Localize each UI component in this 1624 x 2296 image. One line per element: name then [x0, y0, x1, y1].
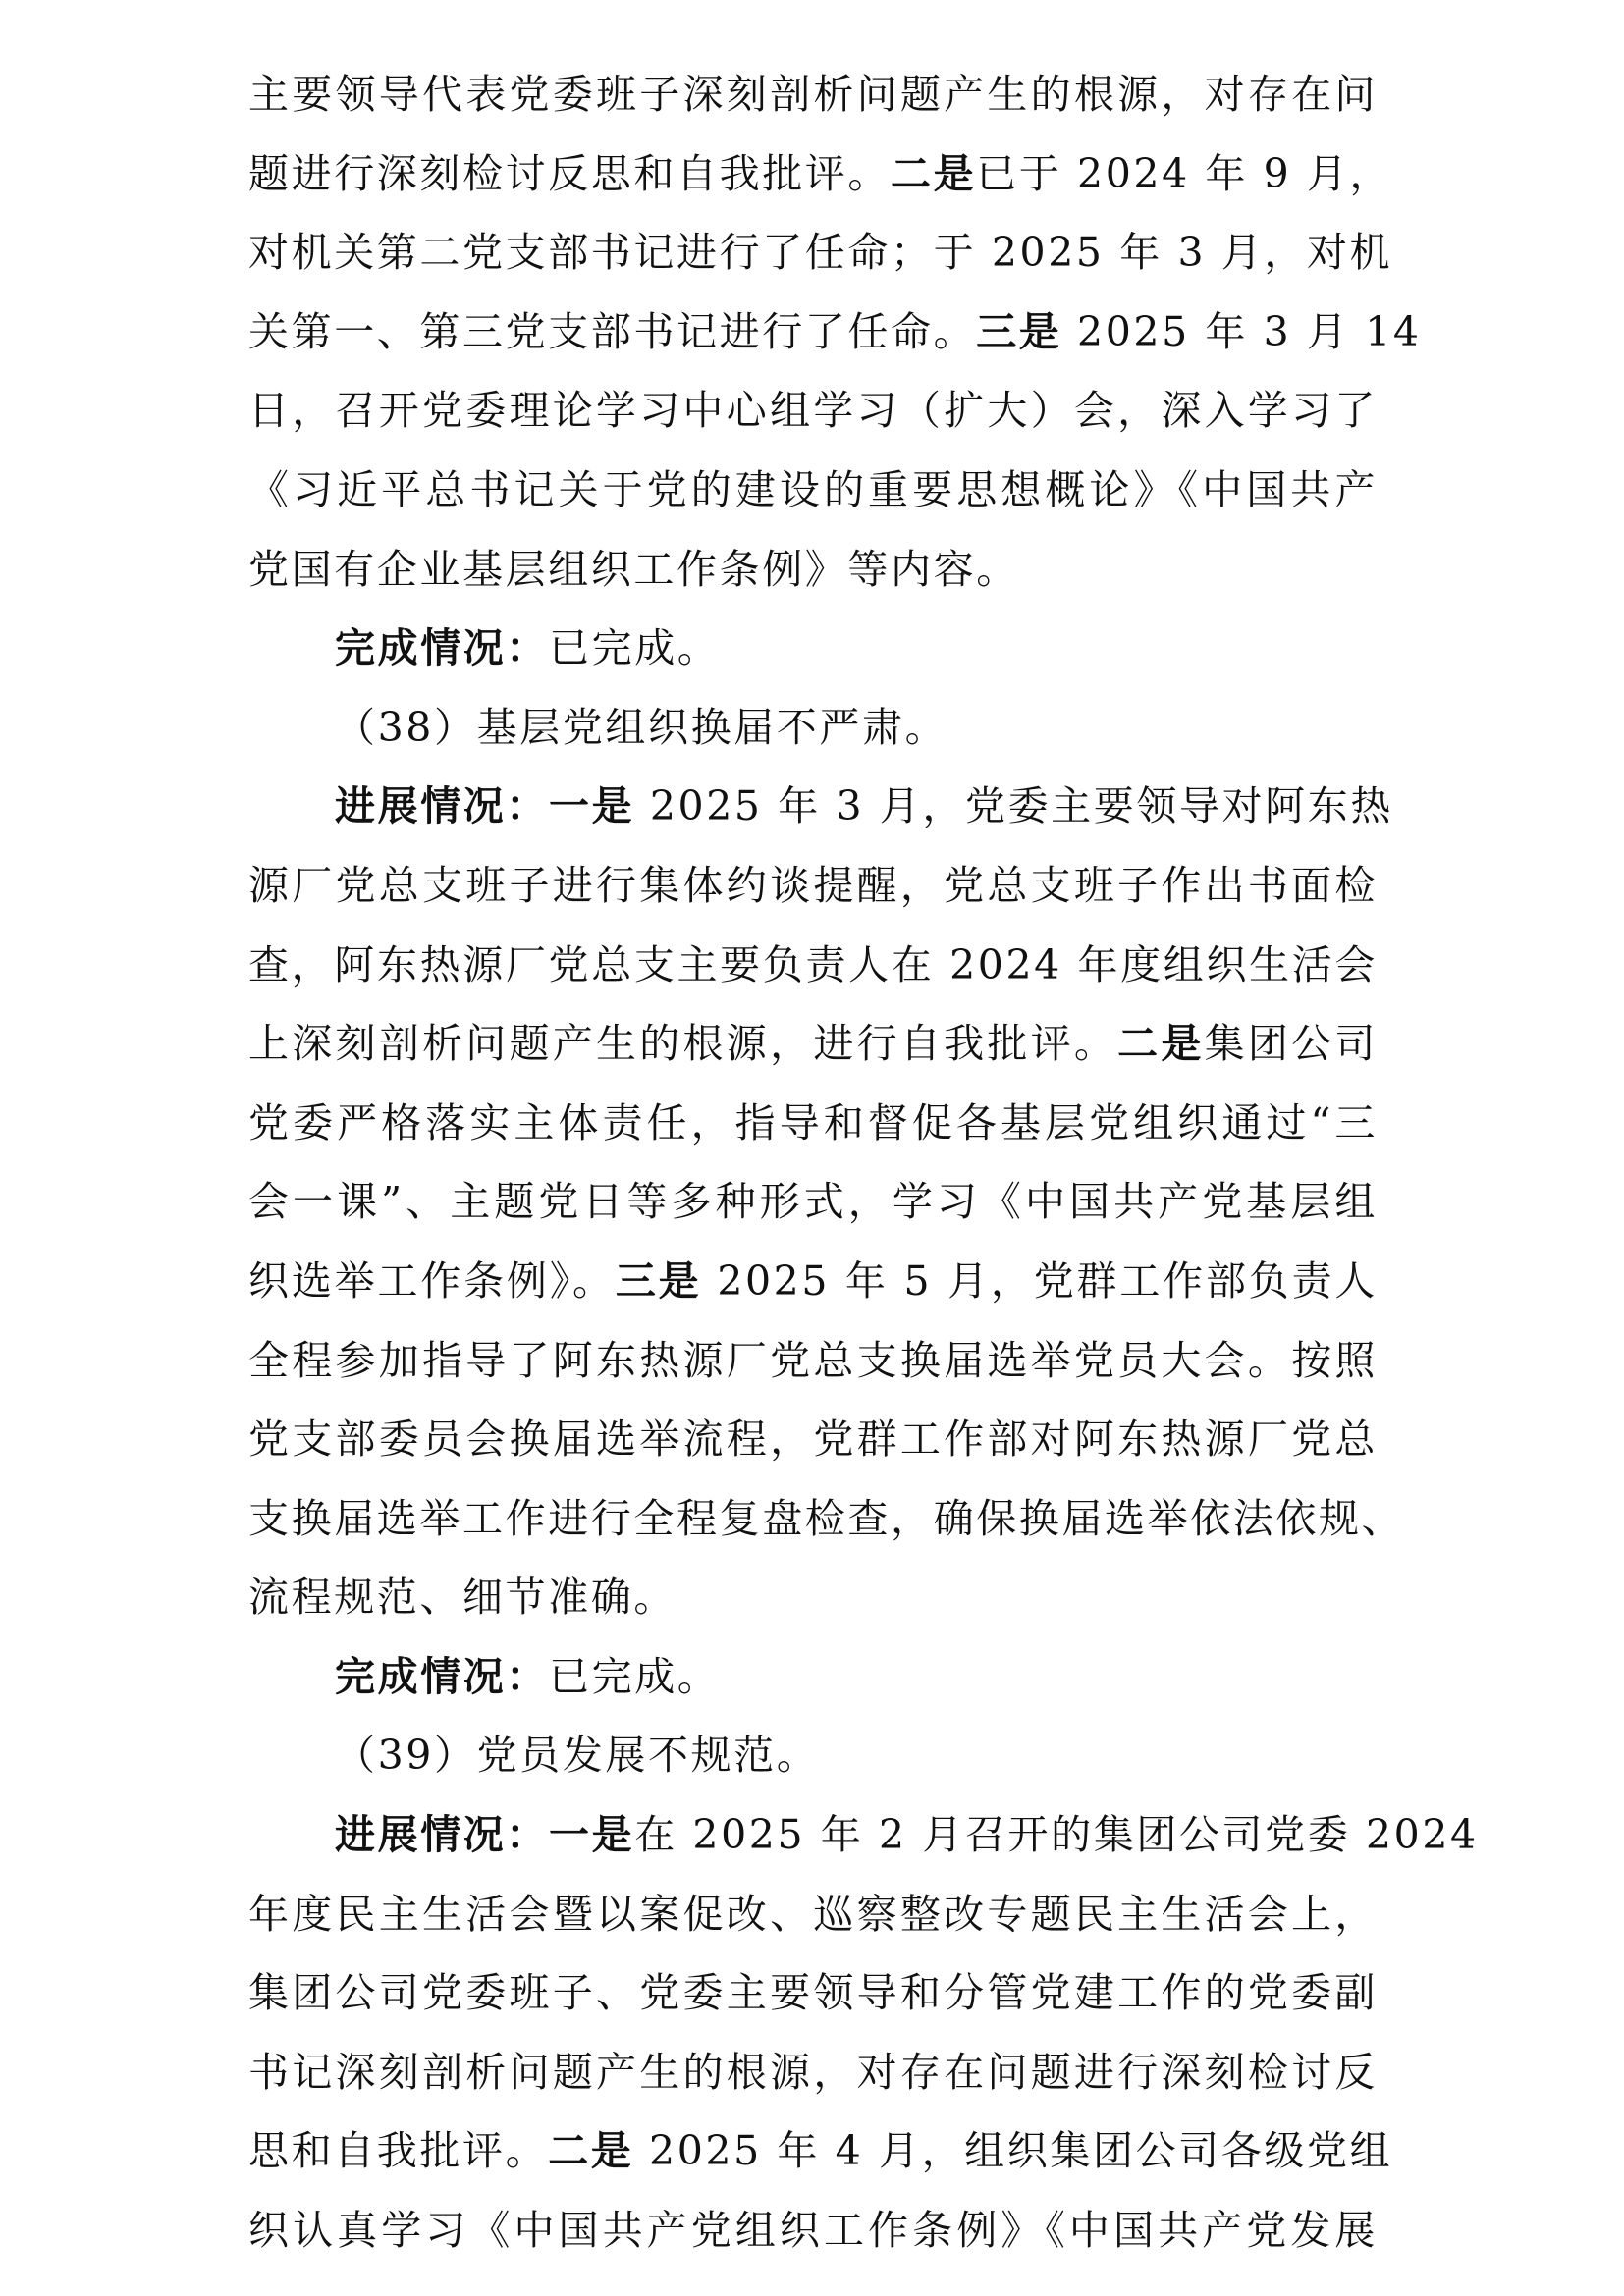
text-line — [248, 293, 1422, 372]
bold-label: 进展情况： — [335, 782, 549, 830]
completion-status-paragraph — [248, 609, 1378, 688]
completion-status-paragraph — [248, 1637, 1378, 1717]
text-run: 全程参加指导了阿东热源厂党总支换届选举党员大会。按照 — [248, 1336, 1378, 1384]
document-page — [248, 55, 1479, 2270]
text-run: 题进行深刻检讨反思和自我批评。 — [248, 149, 891, 197]
text-line — [248, 1716, 1378, 1795]
bold-label: 二是 — [891, 149, 977, 197]
text-line — [248, 55, 1378, 134]
body-paragraph — [248, 767, 1405, 1637]
text-run: 支换届选举工作进行全程复盘检查，确保换届选举依法依规、 — [248, 1494, 1405, 1542]
text-run: 织认真学习《中国共产党组织工作条例》《中国共产党发展 — [248, 2207, 1378, 2255]
text-run: 2025 年 4 月，组织集团公司各级党组 — [633, 2127, 1393, 2175]
bold-label: 完成情况： — [335, 624, 549, 672]
text-line — [248, 767, 1393, 846]
text-run: 2025 年 5 月，党群工作部负责人 — [701, 1256, 1379, 1305]
text-line — [248, 1400, 1378, 1479]
text-line — [248, 1637, 1378, 1717]
text-line — [248, 2033, 1378, 2112]
bold-label: 三是 — [976, 307, 1062, 355]
text-line — [248, 213, 1393, 293]
text-line — [248, 609, 1378, 688]
text-run: （39）党员发展不规范。 — [335, 1732, 820, 1780]
text-run: 书记深刻剖析问题产生的根源，对存在问题进行深刻检讨反 — [248, 2048, 1378, 2096]
bold-label: 完成情况： — [335, 1652, 549, 1700]
text-run: 思和自我批评。 — [248, 2127, 549, 2175]
item-heading — [248, 1716, 1378, 1795]
text-run: 日，召开党委理论学习中心组学习（扩大）会，深入学习了 — [248, 387, 1378, 435]
text-run: 年度民主生活会暨以案促改、巡察整改专题民主生活会上， — [248, 1890, 1378, 1938]
text-run: 党国有企业基层组织工作条例》等内容。 — [248, 545, 1019, 593]
text-run: 2025 年 3 月 14 — [1061, 307, 1422, 355]
text-line — [248, 1953, 1378, 2033]
text-run: 流程规范、细节准确。 — [248, 1574, 677, 1622]
bold-label: 进展情况： — [335, 1811, 549, 1859]
text-run: 在 2025 年 2 月召开的集团公司党委 2024 — [634, 1811, 1479, 1859]
bold-label: 二是 — [548, 2127, 634, 2175]
bold-label: 一是 — [549, 1811, 635, 1859]
text-line — [248, 846, 1378, 926]
text-line — [248, 530, 1378, 610]
text-run: 党委严格落实主体责任，指导和督促各基层党组织通过“三 — [248, 1098, 1378, 1147]
text-run: 集团公司党委班子、党委主要领导和分管党建工作的党委副 — [248, 1969, 1378, 2017]
bold-label: 三是 — [615, 1256, 702, 1305]
text-run: 关第一、第三党支部书记进行了任命。 — [248, 307, 977, 355]
text-line — [248, 1084, 1378, 1163]
text-line — [248, 1479, 1405, 1559]
text-run: 上深刻剖析问题产生的根源，进行自我批评。 — [248, 1020, 1118, 1068]
text-run: 2025 年 3 月，党委主要领导对阿东热 — [634, 782, 1393, 830]
text-run: （38）基层党组织换届不严肃。 — [335, 703, 948, 751]
bold-label: 一是 — [549, 782, 635, 830]
bold-label: 二是 — [1117, 1020, 1205, 1068]
text-line — [248, 926, 1378, 1005]
body-paragraph — [248, 1795, 1479, 2270]
text-run: 对机关第二党支部书记进行了任命；于 2025 年 3 月，对机 — [248, 229, 1393, 277]
text-line — [248, 451, 1378, 530]
text-line — [248, 1004, 1378, 1084]
text-run: 党支部委员会换届选举流程，党群工作部对阿东热源厂党总 — [248, 1415, 1378, 1464]
text-run: 源厂党总支班子进行集体约谈提醒，党总支班子作出书面检 — [248, 861, 1378, 909]
text-run: 织选举工作条例》。 — [248, 1256, 616, 1305]
text-run: 已完成。 — [549, 1652, 721, 1700]
text-line — [248, 1558, 1378, 1637]
text-line — [248, 2111, 1393, 2191]
text-run: 《习近平总书记关于党的建设的重要思想概论》《中国共产 — [248, 465, 1378, 513]
text-line — [248, 1162, 1378, 1242]
text-run: 集团公司 — [1204, 1020, 1379, 1068]
text-line — [248, 134, 1393, 214]
text-line — [248, 2191, 1378, 2270]
item-heading — [248, 688, 1378, 768]
text-line — [248, 1875, 1378, 1954]
text-line — [248, 371, 1378, 451]
body-paragraph — [248, 55, 1422, 609]
text-line — [248, 1321, 1378, 1401]
text-line — [248, 1242, 1378, 1321]
text-run: 查，阿东热源厂党总支主要负责人在 2024 年度组织生活会 — [248, 940, 1378, 988]
text-run: 已于 2024 年 9 月， — [976, 149, 1393, 197]
text-line — [248, 688, 1378, 768]
text-line — [248, 1795, 1479, 1875]
text-run: 主要领导代表党委班子深刻剖析问题产生的根源，对存在问 — [248, 71, 1378, 118]
text-run: 会一课”、主题党日等多种形式，学习《中国共产党基层组 — [248, 1178, 1378, 1226]
text-run: 已完成。 — [549, 624, 721, 672]
